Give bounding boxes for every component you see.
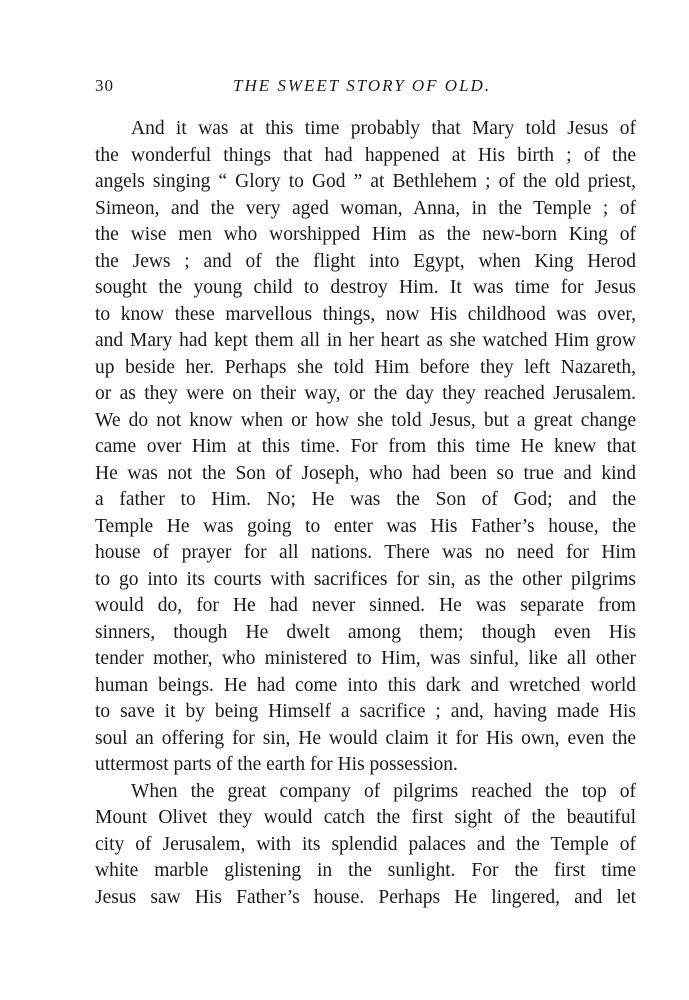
text-line: would do, for He had never sinned. He was separate from [95, 595, 636, 616]
text-line: up beside her. Perhaps she told Him before they left Nazareth, [95, 356, 636, 378]
text-line: sought the young child to destroy Him. It was time for Jesus [95, 277, 636, 298]
text-line: soul an offering for sin, He would claim it for His own, even the [95, 727, 636, 749]
body-text [95, 116, 636, 911]
running-head [95, 76, 636, 100]
text-line: human beings. He had come into this dark and wretched world [95, 674, 636, 696]
text-line: the Jews ; and of the flight into Egypt, when King Herod [95, 250, 636, 272]
page-number: 30 [95, 76, 114, 95]
text-line: came over Him at this time. For from this time He knew that [95, 436, 636, 457]
text-line: Jesus saw His Father’s house. Perhaps He lingered, and let [95, 886, 636, 908]
text-line: house of prayer for all nations. There was no need for Him [95, 542, 636, 563]
paragraph-1 [95, 116, 636, 779]
text-line: sinners, though He dwelt among them; though even His [95, 621, 636, 643]
text-line: uttermost parts of the earth for His possession. [95, 754, 458, 775]
text-line: city of Jerusalem, with its splendid palaces and the Temple of [95, 833, 636, 855]
running-title: THE SWEET STORY OF OLD. [233, 76, 492, 95]
text-line: white marble glistening in the sunlight. For the first time [95, 860, 636, 881]
text-line: and Mary had kept them all in her heart as she watched Him grow [95, 330, 636, 351]
text-line: tender mother, who ministered to Him, was sinful, like all other [95, 648, 636, 669]
text-line: to save it by being Himself a sacrifice ; and, having made His [95, 701, 636, 722]
text-line: He was not the Son of Joseph, who had been so true and kind [95, 462, 636, 484]
text-line: Temple He was going to enter was His Father’s house, the [95, 515, 636, 537]
text-line: the wise men who worshipped Him as the new-born King of [95, 224, 636, 245]
text-line: to go into its courts with sacrifices for sin, as the other pilgrims [95, 568, 636, 590]
text-line: angels singing “ Glory to God ” at Bethlehem ; of the old priest, [95, 171, 636, 192]
text-line: the wonderful things that had happened at His birth ; of the [95, 144, 636, 166]
text-line: And it was at this time probably that Mary told Jesus of [131, 118, 636, 139]
text-line: Mount Olivet they would catch the first sight of the beautiful [95, 807, 636, 828]
text-line: to know these marvellous things, now His childhood was over, [95, 303, 636, 325]
text-line: Simeon, and the very aged woman, Anna, in the Temple ; of [95, 197, 636, 219]
paragraph-2 [95, 779, 636, 912]
text-line: When the great company of pilgrims reached the top of [131, 780, 636, 802]
text-line: We do not know when or how she told Jesus, but a great change [95, 409, 636, 431]
text-line: or as they were on their way, or the day they reached Jerusalem. [95, 383, 636, 404]
text-line: a father to Him. No; He was the Son of God; and the [95, 489, 636, 510]
